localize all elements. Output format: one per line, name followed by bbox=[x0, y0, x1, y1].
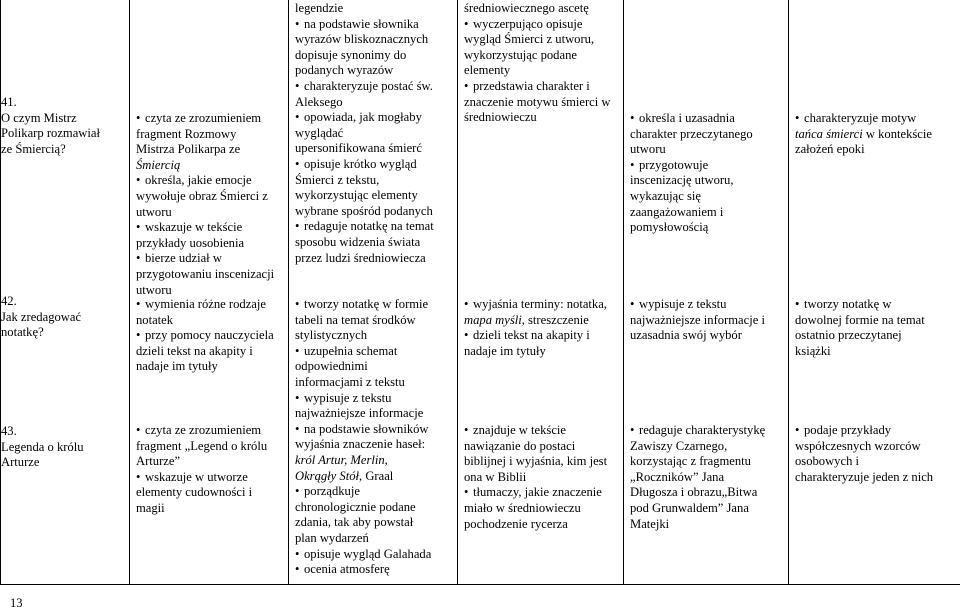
requirement-line: ostatnio przeczytanej bbox=[795, 328, 956, 344]
requirement-line: • określa, jakie emocje bbox=[136, 173, 284, 189]
requirement-line: • ocenia atmosferę bbox=[295, 562, 453, 578]
requirement-line: • wypisuje z tekstu bbox=[295, 391, 453, 407]
requirement-line: • wyczerpująco opisuje bbox=[464, 17, 619, 33]
requirement-line: wyglądać bbox=[295, 126, 453, 142]
requirement-list bbox=[136, 297, 284, 375]
requirement-line: • przedstawia charakter i bbox=[464, 79, 619, 95]
requirement-line: • redaguje notatkę na temat bbox=[295, 219, 453, 235]
requirement-line: • wymienia różne rodzaje bbox=[136, 297, 284, 313]
requirement-line: • przy pomocy nauczyciela bbox=[136, 328, 284, 344]
requirement-line: • charakteryzuje motyw bbox=[795, 111, 956, 127]
requirement-line: odpowiednimi bbox=[295, 359, 453, 375]
requirement-line: • podaje przykłady bbox=[795, 423, 956, 439]
requirement-line: średniowiecznego ascetę bbox=[464, 1, 619, 17]
requirement-line: najważniejsze informacje i bbox=[630, 313, 784, 329]
requirement-line: • opowiada, jak mogłaby bbox=[295, 110, 453, 126]
topic-title-line: Jak zredagować bbox=[1, 310, 81, 326]
topic-title-line: Polikarp rozmawiał bbox=[1, 126, 100, 142]
topic-title-line: O czym Mistrz bbox=[1, 111, 100, 127]
requirement-line: • porządkuje bbox=[295, 484, 453, 500]
requirement-line: elementy cudowności i bbox=[136, 485, 284, 501]
requirement-line: biblijnej i wyjaśnia, kim jest bbox=[464, 454, 619, 470]
requirement-line: wywołuje obraz Śmierci z bbox=[136, 189, 284, 205]
requirement-line: przez ludzi średniowiecza bbox=[295, 251, 453, 267]
col-requirements-full bbox=[458, 0, 624, 585]
requirement-list bbox=[795, 297, 956, 359]
requirement-line: dowolnej formie na temat bbox=[795, 313, 956, 329]
requirement-line: Śmierci z tekstu, bbox=[295, 173, 453, 189]
requirement-line: Aleksego bbox=[295, 95, 453, 111]
requirement-line: dzieli tekst na akapity i bbox=[136, 344, 284, 360]
requirement-line: stylistycznych bbox=[295, 328, 453, 344]
requirement-line: wyrazów bliskoznacznych bbox=[295, 32, 453, 48]
requirement-line: • na podstawie słowników bbox=[295, 422, 453, 438]
requirement-line: • określa i uzasadnia bbox=[630, 111, 784, 127]
requirement-list bbox=[136, 423, 284, 517]
requirement-line: wyjaśnia znaczenie haseł: bbox=[295, 437, 453, 453]
requirement-list bbox=[295, 1, 453, 266]
requirement-list bbox=[464, 1, 619, 126]
requirement-line: nadaje im tytuły bbox=[464, 344, 619, 360]
requirement-line: • bierze udział w bbox=[136, 251, 284, 267]
requirement-line: najważniejsze informacje bbox=[295, 406, 453, 422]
requirement-line: • tłumaczy, jakie znaczenie bbox=[464, 485, 619, 501]
requirement-line: osobowych i bbox=[795, 454, 956, 470]
requirement-line: upersonifikowana śmierć bbox=[295, 141, 453, 157]
requirement-list bbox=[630, 111, 784, 236]
topic-title-line: ze Śmiercią? bbox=[1, 142, 100, 158]
requirement-line: • na podstawie słownika bbox=[295, 17, 453, 33]
requirement-line: przykłady uosobienia bbox=[136, 236, 284, 252]
col-requirements-outstanding bbox=[789, 0, 960, 585]
requirement-line: wykorzystując elementy bbox=[295, 188, 453, 204]
requirement-list bbox=[464, 423, 619, 532]
topic-number: 41. bbox=[1, 95, 100, 111]
requirement-line: • wskazuje w tekście bbox=[136, 220, 284, 236]
requirement-line: Długosza i obrazu„Bitwa bbox=[630, 485, 784, 501]
requirement-line: • przygotowuje bbox=[630, 158, 784, 174]
topic-41 bbox=[1, 95, 100, 157]
requirement-line: nawiązanie do postaci bbox=[464, 439, 619, 455]
requirement-list bbox=[136, 111, 284, 298]
requirement-line: przygotowaniu inscenizacji bbox=[136, 267, 284, 283]
requirement-line: mapa myśli, streszczenie bbox=[464, 313, 619, 329]
requirement-line: pomysłowością bbox=[630, 220, 784, 236]
requirement-line: chronologicznie podane bbox=[295, 500, 453, 516]
requirement-line: • charakteryzuje postać św. bbox=[295, 79, 453, 95]
requirement-line: ona w Biblii bbox=[464, 470, 619, 486]
requirement-line: wykorzystując podane bbox=[464, 48, 619, 64]
requirement-line: • wypisuje z tekstu bbox=[630, 297, 784, 313]
requirement-line: plan wydarzeń bbox=[295, 531, 453, 547]
requirement-line: informacjami z tekstu bbox=[295, 375, 453, 391]
requirement-line: tańca śmierci w kontekście bbox=[795, 127, 956, 143]
topic-title-line: notatkę? bbox=[1, 325, 81, 341]
requirement-list bbox=[630, 297, 784, 344]
requirement-line: założeń epoki bbox=[795, 142, 956, 158]
requirement-line: zaangażowaniem i bbox=[630, 205, 784, 221]
requirement-line: Zawiszy Czarnego, bbox=[630, 439, 784, 455]
requirement-line: • czyta ze zrozumieniem bbox=[136, 423, 284, 439]
requirement-line: Śmiercią bbox=[136, 158, 284, 174]
requirement-line: dopisuje synonimy do bbox=[295, 48, 453, 64]
requirement-line: utworu bbox=[630, 142, 784, 158]
col-requirements-advanced bbox=[624, 0, 789, 585]
requirement-line: tabeli na temat środków bbox=[295, 313, 453, 329]
requirement-line: korzystając z fragmentu bbox=[630, 454, 784, 470]
topic-42 bbox=[1, 294, 81, 341]
requirement-list bbox=[795, 423, 956, 485]
requirement-line: wybrane spośród podanych bbox=[295, 204, 453, 220]
requirement-line: fragment Rozmowy bbox=[136, 127, 284, 143]
col-requirements-extended bbox=[289, 0, 458, 585]
requirement-list bbox=[295, 297, 453, 578]
requirement-line: charakter przeczytanego bbox=[630, 127, 784, 143]
requirement-line: inscenizację utworu, bbox=[630, 173, 784, 189]
requirement-line: • tworzy notatkę w bbox=[795, 297, 956, 313]
requirement-line: utworu bbox=[136, 283, 284, 299]
requirement-line: magii bbox=[136, 501, 284, 517]
requirement-line: • czyta ze zrozumieniem bbox=[136, 111, 284, 127]
requirement-line: • wskazuje w utworze bbox=[136, 470, 284, 486]
col-requirements-basic bbox=[130, 0, 289, 585]
topic-number: 42. bbox=[1, 294, 81, 310]
requirement-line: książki bbox=[795, 344, 956, 360]
page-number: 13 bbox=[10, 596, 23, 611]
requirement-line: • uzupełnia schemat bbox=[295, 344, 453, 360]
requirement-line: • wyjaśnia terminy: notatka, bbox=[464, 297, 619, 313]
requirement-line: notatek bbox=[136, 313, 284, 329]
requirement-line: uzasadnia swój wybór bbox=[630, 328, 784, 344]
requirement-line: legendzie bbox=[295, 1, 453, 17]
requirement-line: król Artur, Merlin, bbox=[295, 453, 453, 469]
requirement-line: wykazując się bbox=[630, 189, 784, 205]
requirement-line: fragment „Legend o królu bbox=[136, 439, 284, 455]
requirement-line: podanych wyrazów bbox=[295, 63, 453, 79]
topic-number: 43. bbox=[1, 424, 84, 440]
requirement-line: • znajduje w tekście bbox=[464, 423, 619, 439]
requirement-line: pochodzenie rycerza bbox=[464, 517, 619, 533]
requirement-line: Arturze” bbox=[136, 454, 284, 470]
requirement-line: nadaje im tytuły bbox=[136, 359, 284, 375]
topic-43 bbox=[1, 424, 84, 471]
requirement-list bbox=[795, 111, 956, 158]
requirement-line: Mistrza Polikarpa ze bbox=[136, 142, 284, 158]
requirement-list bbox=[630, 423, 784, 532]
requirement-line: charakteryzuje jeden z nich bbox=[795, 470, 956, 486]
requirement-line: pod Grunwaldem” Jana bbox=[630, 501, 784, 517]
col-topic bbox=[1, 0, 130, 585]
topic-title-line: Arturze bbox=[1, 455, 84, 471]
requirement-line: Matejki bbox=[630, 517, 784, 533]
requirement-line: • opisuje krótko wygląd bbox=[295, 157, 453, 173]
requirement-line: sposobu widzenia świata bbox=[295, 235, 453, 251]
requirement-line: • redaguje charakterystykę bbox=[630, 423, 784, 439]
requirement-line: wygląd Śmierci z utworu, bbox=[464, 32, 619, 48]
requirement-line: „Roczników” Jana bbox=[630, 470, 784, 486]
topic-title-line: Legenda o królu bbox=[1, 440, 84, 456]
requirement-line: • opisuje wygląd Galahada bbox=[295, 547, 453, 563]
requirement-list bbox=[464, 297, 619, 359]
requirement-line: Okrągły Stół, Graal bbox=[295, 469, 453, 485]
requirement-line: • dzieli tekst na akapity i bbox=[464, 328, 619, 344]
requirement-line: znaczenie motywu śmierci w bbox=[464, 95, 619, 111]
requirement-line: miało w średniowieczu bbox=[464, 501, 619, 517]
requirement-line: utworu bbox=[136, 205, 284, 221]
requirement-line: zdania, tak aby powstał bbox=[295, 515, 453, 531]
requirement-line: elementy bbox=[464, 63, 619, 79]
requirement-line: średniowieczu bbox=[464, 110, 619, 126]
requirement-line: • tworzy notatkę w formie bbox=[295, 297, 453, 313]
requirement-line: współczesnych wzorców bbox=[795, 439, 956, 455]
